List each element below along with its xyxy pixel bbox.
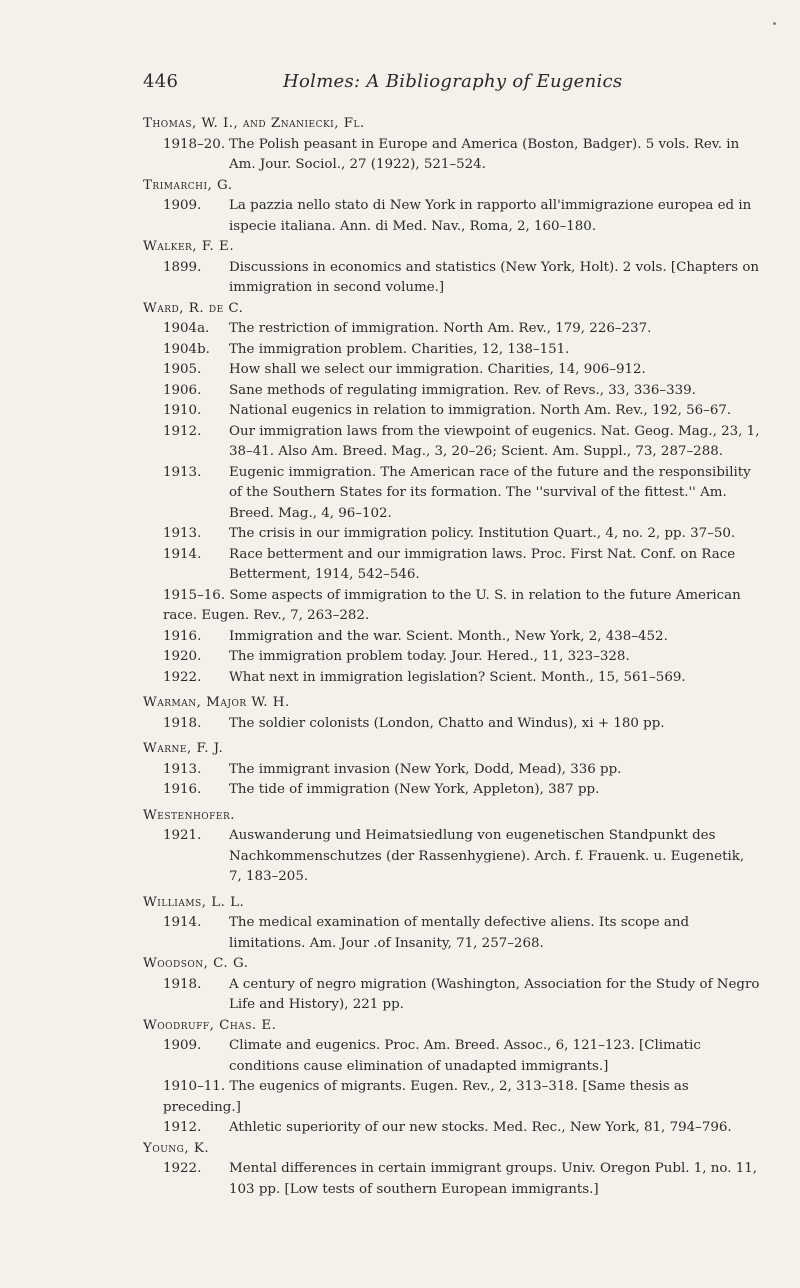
entry-year: 1916. <box>163 782 202 797</box>
entry-citation: The immigration problem. Charities, 12, 138–151. <box>229 341 570 357</box>
bibliography-entry <box>143 826 761 888</box>
author-heading: Trimarchi, G. <box>143 177 233 193</box>
entry-year: 1918. <box>163 715 202 731</box>
entry-citation: Mental differences in certain immigrant groups. Univ. Oregon Publ. 1, no. 11, 103 pp. [Low tests of southern European immigrants.] <box>229 1161 758 1197</box>
bibliography-entry <box>143 1036 761 1077</box>
running-header <box>143 71 740 92</box>
author-heading: Young, K. <box>143 1140 210 1156</box>
entry-citation: The crisis in our immigration policy. Institution Quart., 4, no. 2, pp. 37–50. <box>229 526 736 541</box>
bibliography-entry <box>143 975 761 1016</box>
author-heading: Walker, F. E. <box>143 239 235 254</box>
bibliography-entry <box>143 463 761 525</box>
entry-year: 1910. <box>163 403 202 418</box>
entry-year: 1909. <box>163 1038 202 1053</box>
entry-year: 1910–11. <box>163 1079 226 1094</box>
bibliography-entry <box>143 913 761 954</box>
author-heading: Westenhofer. <box>143 807 236 823</box>
entry-year: 1913. <box>163 464 202 480</box>
running-title: Holmes: A Bibliography of Eugenics <box>283 71 623 92</box>
entry-year: 1904b. <box>163 341 210 357</box>
bibliography-entry <box>143 545 761 586</box>
bibliography-entry <box>143 524 761 545</box>
author-heading: Warne, F. J. <box>143 741 224 756</box>
entry-citation: What next in immigration legislation? Scient. Month., 15, 561–569. <box>229 669 686 685</box>
entry-citation: Sane methods of regulating immigration. Rev. of Revs., 33, 336–339. <box>229 382 696 398</box>
entry-year: 1918–20. <box>163 136 226 152</box>
entry-year: 1912. <box>163 1120 202 1135</box>
entry-year: 1905. <box>163 362 202 377</box>
entry-citation: Athletic superiority of our new stocks. Med. Rec., New York, 81, 794–796. <box>229 1120 732 1135</box>
bibliography-entry <box>143 319 761 340</box>
entry-year: 1912. <box>163 423 202 439</box>
entry-citation: The restriction of immigration. North Am. Rev., 179, 226–237. <box>229 321 652 336</box>
bibliography-entry <box>143 647 761 668</box>
scan-speck <box>773 22 776 25</box>
entry-citation: Immigration and the war. Scient. Month., New York, 2, 438–452. <box>229 628 668 644</box>
entry-citation: The immigrant invasion (New York, Dodd, Mead), 336 pp. <box>229 761 622 777</box>
bibliography-entry <box>143 196 761 237</box>
bibliography-entry <box>143 1077 761 1118</box>
entry-year: 1906. <box>163 382 202 398</box>
entry-citation: The tide of immigration (New York, Appleton), 387 pp. <box>229 782 600 797</box>
author-heading: Ward, R. de C. <box>143 300 244 316</box>
entry-year: 1909. <box>163 198 202 213</box>
entry-citation: A century of negro migration (Washington, Association for the Study of Negro Life and History), 221 pp. <box>229 976 760 1012</box>
entry-citation: The Polish peasant in Europe and America (Boston, Badger). 5 vols. Rev. in Am. Jour. Sociol., 27 (1922), 521–524. <box>229 136 740 172</box>
entry-citation: Climate and eugenics. Proc. Am. Breed. Assoc., 6, 121–123. [Climatic conditions cause elimination of unadapted immigrants.] <box>229 1038 701 1074</box>
entry-citation: The medical examination of mentally defective aliens. Its scope and limitations. Am. Jour .of Insanity, 71, 257–268. <box>229 915 690 951</box>
author-heading: Williams, L. L. <box>143 894 245 910</box>
entry-citation: How shall we select our immigration. Charities, 14, 906–912. <box>229 362 646 377</box>
entry-year: 1916. <box>163 628 202 644</box>
entry-citation: La pazzia nello stato di New York in rapporto all'immigrazione europea ed in ispecie italiana. Ann. di Med. Nav., Roma, 2, 160–180. <box>229 198 752 234</box>
page-number: 446 <box>143 71 179 92</box>
entry-year: 1922. <box>163 669 202 685</box>
bibliography-entry <box>143 760 761 781</box>
entry-year: 1920. <box>163 649 202 664</box>
bibliography-entry <box>143 422 761 463</box>
entry-citation: Eugenic immigration. The American race of the future and the responsibility of the Southern States for its formation. The ''survival of the fittest.'' Am. Breed. Mag., 4, 96–102. <box>229 464 751 521</box>
author-heading: Woodruff, Chas. E. <box>143 1017 277 1033</box>
entry-year: 1914. <box>163 546 202 562</box>
entry-citation: The immigration problem today. Jour. Hered., 11, 323–328. <box>229 649 630 664</box>
entry-year: 1913. <box>163 761 202 777</box>
bibliography-entry <box>143 135 761 176</box>
entry-citation: Our immigration laws from the viewpoint of eugenics. Nat. Geog. Mag., 23, 1, 38–41. Also Am. Breed. Mag., 3, 20–26; Scient. Am. Suppl., 73, 287–288. <box>229 423 760 459</box>
author-heading: Woodson, C. G. <box>143 956 249 971</box>
bibliography-entry <box>143 340 761 361</box>
entry-year: 1921. <box>163 828 202 843</box>
entry-citation: Auswanderung und Heimatsiedlung von eugenetischen Standpunkt des Nachkommenschutzes (der Rassenhygiene). Arch. f. Frauenk. u. Eugenetik, 7, 183–205. <box>229 828 745 884</box>
bibliography-entry <box>143 360 761 381</box>
entry-citation: The eugenics of migrants. Eugen. Rev., 2, 313–318. [Same thesis as preceding.] <box>163 1079 689 1115</box>
bibliography-entry <box>143 627 761 648</box>
author-heading: Thomas, W. I., and Znaniecki, Fl. <box>143 116 365 131</box>
bibliography-entry <box>143 780 761 801</box>
author-heading: Warman, Major W. H. <box>143 695 290 710</box>
entry-year: 1913. <box>163 526 202 541</box>
entry-year: 1918. <box>163 976 202 992</box>
entry-year: 1904a. <box>163 321 210 336</box>
bibliography-body <box>143 114 761 1200</box>
bibliography-entry <box>143 381 761 402</box>
bibliography-entry <box>143 258 761 299</box>
entry-citation: National eugenics in relation to immigration. North Am. Rev., 192, 56–67. <box>229 403 732 418</box>
bibliography-entry <box>143 1118 761 1139</box>
entry-year: 1915–16. <box>163 587 226 603</box>
entry-year: 1922. <box>163 1161 202 1176</box>
entry-year: 1914. <box>163 915 202 930</box>
bibliography-entry <box>143 401 761 422</box>
entry-year: 1899. <box>163 259 202 275</box>
entry-citation: Discussions in economics and statistics (New York, Holt). 2 vols. [Chapters on immigration in second volume.] <box>229 259 760 295</box>
entry-citation: The soldier colonists (London, Chatto and Windus), xi + 180 pp. <box>229 715 665 731</box>
bibliography-entry <box>143 668 761 689</box>
entry-citation: Race betterment and our immigration laws. Proc. First Nat. Conf. on Race Betterment, 1914, 542–546. <box>229 546 736 582</box>
entry-citation: Some aspects of immigration to the U. S. in relation to the future American race. Eugen. Rev., 7, 263–282. <box>163 587 741 623</box>
bibliography-entry <box>143 714 761 735</box>
bibliography-entry <box>143 586 761 627</box>
bibliography-entry <box>143 1159 761 1200</box>
